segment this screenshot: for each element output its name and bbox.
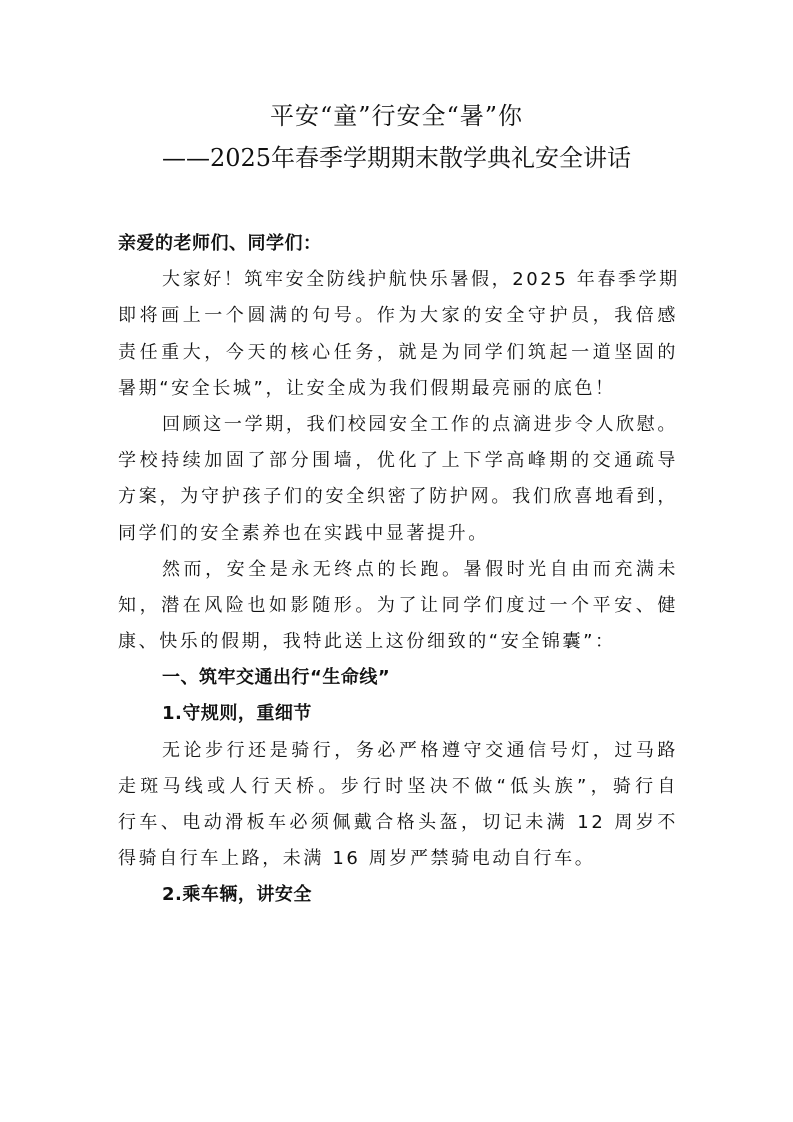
paragraph-2 [118,407,678,552]
document-body [118,226,678,914]
paragraph-4 [118,733,678,878]
paragraph-line: 回顾这一学期，我们校园安全工作的点滴进步令人欣慰。 [162,413,678,435]
document-title: 平安“童”行安全“暑”你 [269,102,524,130]
paragraph-line: 康、快乐的假期，我特此送上这份细致的“安全锦囊”： [118,631,616,653]
document-subtitle: ——2025年春季学期期末散学典礼安全讲话 [161,144,632,172]
paragraph-3 [118,552,678,661]
paragraph-line: 方案，为守护孩子们的安全织密了防护网。我们欣喜地看到， [118,486,678,508]
paragraph-line: 暑期“安全长城”，让安全成为我们假期最亮丽的底色！ [118,377,616,399]
salutation: 亲爱的老师们、同学们： [118,233,322,254]
paragraph-line: 得骑自行车上路，未满 16 周岁严禁骑电动自行车。 [118,848,596,870]
paragraph-line: 走斑马线或人行天桥。步行时坚决不做“低头族”，骑行自 [118,775,678,797]
paragraph-1 [118,262,678,407]
paragraph-line: 无论步行还是骑行，务必严格遵守交通信号灯，过马路 [162,739,678,761]
paragraph-line: 责任重大，今天的核心任务，就是为同学们筑起一道坚固的 [118,341,678,363]
section-heading-traffic: 一、筑牢交通出行“生命线” [162,667,391,689]
paragraph-line: 行车、电动滑板车必须佩戴合格头盔，切记未满 12 周岁不 [118,812,678,833]
paragraph-line: 学校持续加固了部分围墙，优化了上下学高峰期的交通疏导 [118,450,678,472]
paragraph-line: 即将画上一个圆满的句号。作为大家的安全守护员，我倍感 [118,305,678,327]
subsection-heading-rules: 1.守规则，重细节 [162,703,312,725]
paragraph-line: 知，潜在风险也如影随形。为了让同学们度过一个平安、健 [118,594,678,616]
paragraph-line: 同学们的安全素养也在实践中显著提升。 [118,522,489,544]
paragraph-line: 大家好！筑牢安全防线护航快乐暑假，2025 年春季学期 [162,269,680,291]
paragraph-line: 然而，安全是永无终点的长跑。暑假时光自由而充满未 [162,558,678,580]
subsection-heading-vehicles: 2.乘车辆，讲安全 [162,884,312,906]
